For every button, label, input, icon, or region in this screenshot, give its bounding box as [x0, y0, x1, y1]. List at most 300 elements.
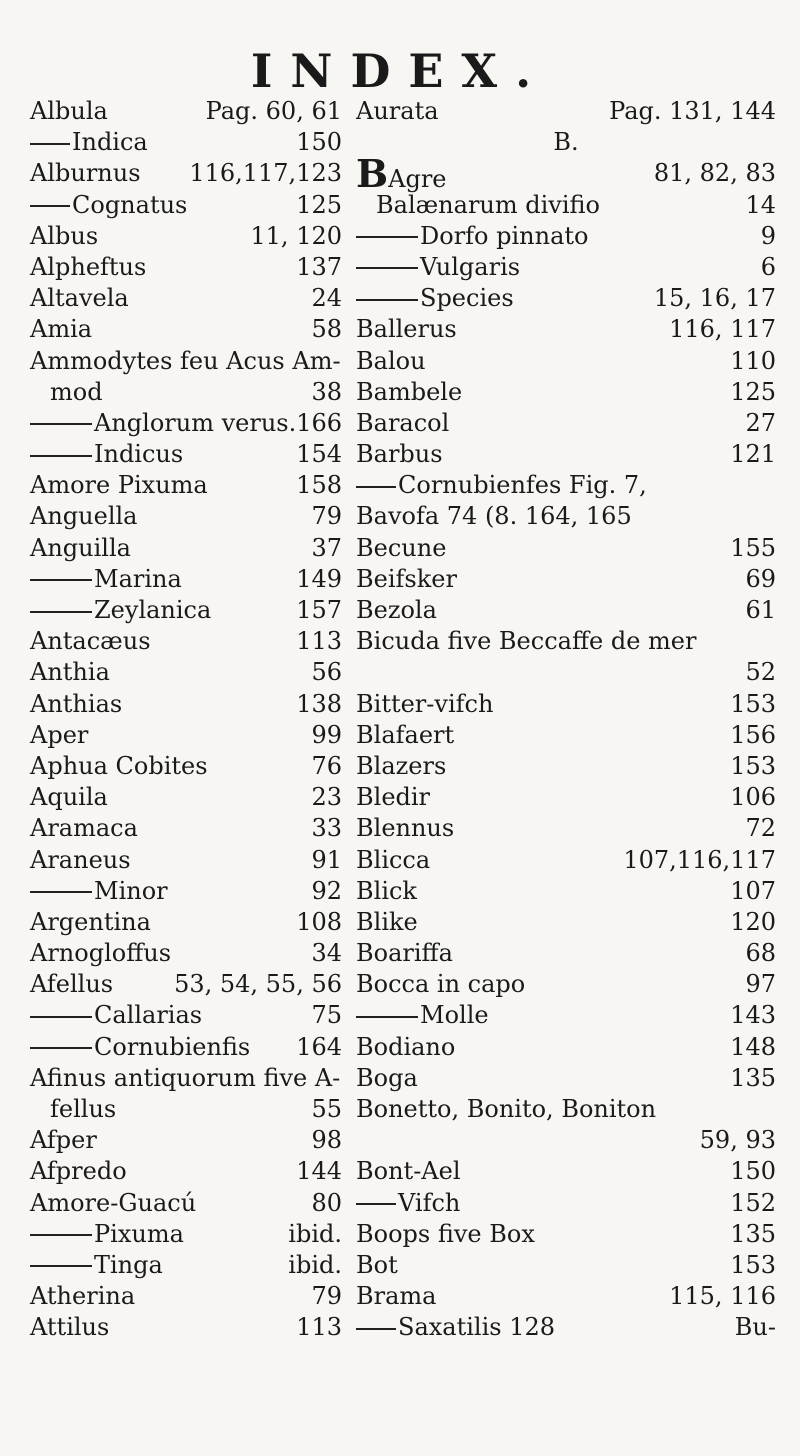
page-ref: 81, 82, 83 [653, 159, 776, 188]
entry-label [356, 595, 437, 626]
entry-label [30, 751, 208, 782]
entry-text: Tinga [94, 1250, 163, 1279]
entry-text: Bot [356, 1250, 398, 1279]
entry-text: Ammodytes feu Acus Am- [30, 346, 341, 375]
entry-text: Afinus antiquorum five A- [30, 1063, 341, 1092]
entry-text: Bambele [356, 377, 463, 406]
ditto-dash [356, 299, 418, 301]
index-entry [30, 127, 342, 158]
entry-label [30, 1312, 109, 1343]
entry-text: Aramaca [30, 814, 138, 843]
page-ref: 138 [296, 689, 342, 718]
entry-text: Baracol [356, 408, 450, 437]
entry-text: Bodiano [356, 1032, 456, 1061]
page-ref: 52 [745, 658, 776, 687]
index-entry [30, 564, 342, 595]
entry-label [356, 626, 696, 657]
entry-label [356, 845, 430, 876]
index-entry [30, 1032, 342, 1063]
entry-text: Blick [356, 876, 417, 905]
entry-label [30, 876, 168, 907]
entry-text: Blafaert [356, 720, 455, 749]
entry-label [376, 190, 600, 221]
entry-text: Callarias [94, 1001, 203, 1030]
entry-label [356, 346, 426, 377]
entry-label [30, 283, 129, 314]
page-ref: 106 [730, 783, 776, 812]
entry-text: Anguella [30, 502, 138, 531]
entry-text: Attilus [30, 1313, 110, 1342]
entry-text: Alburnus [30, 159, 141, 188]
index-entry [30, 501, 342, 532]
page-ref: 69 [745, 564, 776, 593]
entry-label [356, 782, 430, 813]
ditto-dash [30, 579, 92, 581]
page-ref: Pag. 60, 61 [205, 97, 342, 125]
page-ref: 153 [730, 1250, 776, 1279]
page-ref: 68 [745, 939, 776, 968]
page-ref: Pag. 131, 144 [609, 97, 776, 125]
entry-label [356, 408, 449, 439]
page-ref: 53, 54, 55, 56 [174, 970, 342, 999]
entry-label [30, 1000, 202, 1031]
entry-text: Molle [420, 1001, 489, 1030]
entry-text: Amore Pixuma [30, 471, 208, 500]
entry-text: Brama [356, 1282, 437, 1311]
entry-label [356, 813, 454, 844]
entry-text: Boariffa [356, 939, 453, 968]
entry-text: Aper [30, 720, 89, 749]
entry-text: Altavela [30, 284, 129, 313]
index-entry [30, 1094, 342, 1125]
index-entry [356, 283, 776, 314]
index-entry [30, 283, 342, 314]
entry-text: Boops five Box [356, 1219, 535, 1248]
entry-label [30, 595, 211, 626]
index-entry [356, 564, 776, 595]
entry-text: Pixuma [94, 1219, 184, 1248]
entry-label [30, 1281, 135, 1312]
right-column [356, 96, 776, 1344]
entry-label [30, 314, 92, 345]
entry-label [356, 1312, 555, 1343]
page-ref: 153 [730, 751, 776, 780]
entry-label [30, 501, 137, 532]
entry-label [30, 1063, 340, 1094]
index-entry [356, 1063, 776, 1094]
entry-label [30, 689, 122, 720]
entry-label [356, 1250, 398, 1281]
index-entry [356, 845, 776, 876]
index-entry [356, 689, 776, 720]
index-entry [30, 938, 342, 969]
index-entry [356, 1125, 776, 1156]
page-ref: 37 [311, 533, 342, 562]
entry-text: Anthias [30, 689, 123, 718]
index-entry [356, 720, 776, 751]
entry-label [30, 626, 151, 657]
entry-label [356, 938, 453, 969]
page-ref: 125 [730, 377, 776, 406]
page-ref: 120 [730, 907, 776, 936]
page-ref: 76 [311, 751, 342, 780]
page-ref: 11, 120 [250, 221, 342, 250]
page-ref: 75 [311, 1001, 342, 1030]
page-ref: 56 [311, 658, 342, 687]
index-entry [30, 190, 342, 221]
page-ref: 80 [311, 1188, 342, 1217]
entry-label [30, 657, 110, 688]
index-entry [356, 151, 776, 197]
ditto-dash [356, 486, 396, 488]
entry-label [30, 1156, 127, 1187]
ditto-dash [30, 143, 70, 145]
entry-text: B. [553, 128, 579, 157]
page-ref: 107,116,117 [623, 845, 776, 874]
entry-label [356, 720, 454, 751]
index-entry [356, 813, 776, 844]
entry-text: Beifsker [356, 564, 457, 593]
index-entry [356, 501, 776, 532]
index-entry [30, 346, 342, 377]
page-ref: 148 [730, 1032, 776, 1061]
page-ref: 150 [730, 1157, 776, 1186]
entry-text: Indicus [94, 440, 184, 469]
index-entry [30, 595, 342, 626]
index-entry [356, 1188, 776, 1219]
page-ref: 143 [730, 1001, 776, 1030]
entry-text: Bitter-vifch [356, 689, 494, 718]
entry-text: Anthia [30, 658, 110, 687]
entry-text: Cognatus [72, 190, 188, 219]
page-ref: 155 [730, 533, 776, 562]
index-entry [30, 969, 342, 1000]
page-ref: 92 [311, 876, 342, 905]
index-entry [356, 252, 776, 283]
index-entry [30, 1125, 342, 1156]
index-entry [356, 314, 776, 345]
entry-label [30, 190, 187, 221]
entry-label [356, 876, 417, 907]
page-ref: 125 [296, 190, 342, 219]
entry-label [356, 470, 647, 501]
page-ref: 113 [296, 627, 342, 656]
entry-label [30, 533, 131, 564]
page-ref: 79 [311, 502, 342, 531]
page-ref: 38 [311, 377, 342, 406]
entry-text: Albula [30, 97, 108, 125]
index-entry [356, 595, 776, 626]
entry-label [30, 439, 183, 470]
index-entry [356, 346, 776, 377]
entry-text: Aphua Cobites [30, 751, 208, 780]
index-entry [356, 221, 776, 252]
entry-label [356, 252, 520, 283]
entry-label [30, 813, 138, 844]
page-ref: 153 [730, 689, 776, 718]
entry-text: Vifch [398, 1188, 461, 1217]
page-ref: 61 [745, 596, 776, 624]
entry-text: Arnogloffus [30, 939, 172, 968]
index-entry [30, 845, 342, 876]
ditto-dash [30, 891, 92, 893]
page-ref: 23 [311, 783, 342, 812]
index-entry [30, 1000, 342, 1031]
page-ref: 110 [730, 346, 776, 375]
page-ref: 72 [745, 814, 776, 843]
entry-label [356, 221, 588, 252]
entry-label [356, 689, 493, 720]
entry-text: Bonetto, Bonito, Boniton [356, 1095, 657, 1123]
index-entry [356, 439, 776, 470]
index-entry [356, 782, 776, 813]
entry-label [356, 96, 439, 127]
entry-label [356, 1188, 460, 1219]
entry-label [30, 720, 88, 751]
index-entry [30, 96, 342, 127]
page-ref: 33 [311, 814, 342, 843]
entry-text: Saxatilis 128 [398, 1313, 556, 1342]
page-ref: 24 [311, 284, 342, 313]
entry-text: fellus [50, 1095, 117, 1123]
page-ref: 113 [296, 1313, 342, 1342]
entry-text: Afper [30, 1126, 97, 1155]
entry-label [356, 283, 514, 314]
page-ref: 79 [311, 1282, 342, 1311]
entry-text: Becune [356, 533, 447, 562]
page-ref: 156 [730, 720, 776, 749]
entry-label [30, 1219, 184, 1250]
page-ref: Bu- [734, 1313, 776, 1342]
page-ref: 135 [730, 1219, 776, 1248]
entry-text: mod [50, 377, 103, 406]
index-entry [30, 751, 342, 782]
entry-label [356, 314, 457, 345]
entry-label [356, 127, 776, 158]
page-ref: ibid. [288, 1219, 342, 1248]
page-ref: 98 [311, 1126, 342, 1155]
index-entry [356, 876, 776, 907]
page-ref: ibid. [288, 1250, 342, 1279]
entry-label [356, 377, 462, 408]
entry-text: Vulgaris [420, 252, 521, 281]
index-entry [356, 533, 776, 564]
entry-text: Atherina [30, 1282, 136, 1311]
entry-label [30, 907, 151, 938]
index-entry [30, 626, 342, 657]
ditto-dash [30, 611, 92, 613]
page-ref: 107 [730, 876, 776, 905]
entry-label [30, 1032, 250, 1063]
entry-text: Bocca in capo [356, 970, 526, 999]
entry-label [356, 1156, 461, 1187]
page-ref: 116,117,123 [189, 159, 342, 188]
entry-text: Minor [94, 876, 168, 905]
entry-text: Cornubienfes Fig. 7, [398, 471, 647, 500]
entry-label [356, 533, 446, 564]
index-entry [30, 813, 342, 844]
index-entry [30, 782, 342, 813]
entry-label [356, 969, 525, 1000]
page-ref: 135 [730, 1063, 776, 1092]
ditto-dash [30, 455, 92, 457]
page-ref: 158 [296, 471, 342, 500]
index-entry [30, 221, 342, 252]
entry-label [30, 470, 208, 501]
index-entry [30, 314, 342, 345]
page-ref: 99 [311, 720, 342, 749]
entry-label [30, 845, 131, 876]
entry-label [356, 1094, 656, 1125]
entry-text: Cornubienfis [94, 1032, 251, 1061]
entry-text: Aurata [356, 97, 439, 125]
entry-label [356, 564, 457, 595]
page-ref: 115, 116 [669, 1282, 776, 1311]
index-entry [30, 377, 342, 408]
ditto-dash [30, 1016, 92, 1018]
entry-label [356, 1063, 418, 1094]
entry-text: Ballerus [356, 315, 457, 344]
ditto-dash [30, 1265, 92, 1267]
entry-label [30, 252, 146, 283]
entry-text: Balænarum divifio [376, 190, 600, 219]
entry-text-rest: Agre [388, 165, 447, 194]
entry-text: Dorfo pinnato [420, 221, 589, 250]
entry-label [30, 158, 141, 189]
page-ref: 154 [296, 440, 342, 469]
entry-label [356, 1219, 535, 1250]
index-entry [356, 626, 776, 657]
entry-label [356, 751, 446, 782]
index-entry [356, 190, 776, 221]
entry-text: Afpredo [30, 1157, 127, 1186]
index-entry [356, 1219, 776, 1250]
page-ref: 150 [296, 128, 342, 157]
entry-text: Barbus [356, 440, 443, 469]
index-entry [356, 1312, 776, 1343]
ditto-dash [356, 236, 418, 238]
index-entry [356, 1281, 776, 1312]
entry-label [356, 1032, 455, 1063]
entry-text: Blicca [356, 845, 431, 874]
entry-text: Bont-Ael [356, 1157, 461, 1186]
entry-text: Antacæus [30, 627, 151, 656]
index-entry [30, 907, 342, 938]
ditto-dash [356, 1016, 418, 1018]
ditto-dash [30, 1234, 92, 1236]
entry-label [30, 127, 148, 158]
page-ref: 34 [311, 939, 342, 968]
page-ref: 14 [745, 190, 776, 219]
entry-label [50, 1094, 116, 1125]
entry-text: Species [420, 284, 514, 313]
ditto-dash [356, 1203, 396, 1205]
ditto-dash [30, 205, 70, 207]
entry-label [50, 377, 103, 408]
index-entry [30, 689, 342, 720]
page-title: INDEX. [250, 44, 550, 98]
index-entry [356, 1250, 776, 1281]
index-entry [30, 657, 342, 688]
index-entry [30, 1156, 342, 1187]
index-entry [356, 1000, 776, 1031]
entry-text: Blazers [356, 751, 447, 780]
entry-label [30, 969, 113, 1000]
ditto-dash [356, 267, 418, 269]
entry-text: B [356, 151, 389, 197]
entry-label [30, 564, 182, 595]
entry-text: Balou [356, 346, 426, 375]
entry-text: Afellus [30, 970, 114, 999]
page-ref: 149 [296, 564, 342, 593]
page-ref: 97 [745, 970, 776, 999]
ditto-dash [356, 1328, 396, 1330]
index-entry [30, 252, 342, 283]
page-ref: 6 [760, 252, 776, 281]
entry-text: Bledir [356, 783, 431, 812]
entry-text: Boga [356, 1063, 418, 1092]
index-entry [30, 720, 342, 751]
entry-text: Araneus [30, 845, 131, 874]
index-entry [356, 657, 776, 688]
index-entry [356, 127, 776, 158]
index-entry [30, 1250, 342, 1281]
page-ref: 55 [311, 1095, 342, 1123]
entry-text: Marina [94, 564, 182, 593]
entry-text: Blennus [356, 814, 455, 843]
ditto-dash [30, 423, 92, 425]
page-ref: 144 [296, 1157, 342, 1186]
entry-text: Alpheftus [30, 252, 147, 281]
page-ref: 166 [296, 408, 342, 437]
entry-label [30, 346, 341, 377]
index-entry [30, 876, 342, 907]
entry-text: Bezola [356, 596, 437, 624]
index-entry [356, 1094, 776, 1125]
ditto-dash [30, 1047, 92, 1049]
index-entry [30, 439, 342, 470]
page-ref: 15, 16, 17 [653, 284, 776, 313]
entry-text: Indica [72, 128, 148, 157]
entry-text: Aquila [30, 783, 108, 812]
entry-label [30, 1188, 196, 1219]
entry-text: Albus [30, 221, 99, 250]
index-entry [356, 751, 776, 782]
page-ref: 9 [760, 221, 776, 250]
index-entry [30, 1219, 342, 1250]
index-entry [356, 1156, 776, 1187]
page-ref: 58 [311, 315, 342, 344]
index-entry [30, 470, 342, 501]
page-ref: 108 [296, 907, 342, 936]
entry-label [356, 439, 443, 470]
entry-text: Bavofa 74 (8. 164, 165 [356, 502, 632, 531]
page-ref: 157 [296, 596, 342, 624]
index-entry [356, 408, 776, 439]
left-column [30, 96, 342, 1344]
index-entry [30, 1312, 342, 1343]
index-entry [30, 1281, 342, 1312]
entry-label [30, 1125, 97, 1156]
entry-text: Amia [30, 315, 93, 344]
index-entry [30, 408, 342, 439]
index-entry [30, 533, 342, 564]
entry-label [356, 501, 632, 532]
entry-label [356, 1000, 489, 1031]
page-ref: 152 [730, 1188, 776, 1217]
index-entry [30, 1063, 342, 1094]
page-ref: 27 [745, 408, 776, 437]
